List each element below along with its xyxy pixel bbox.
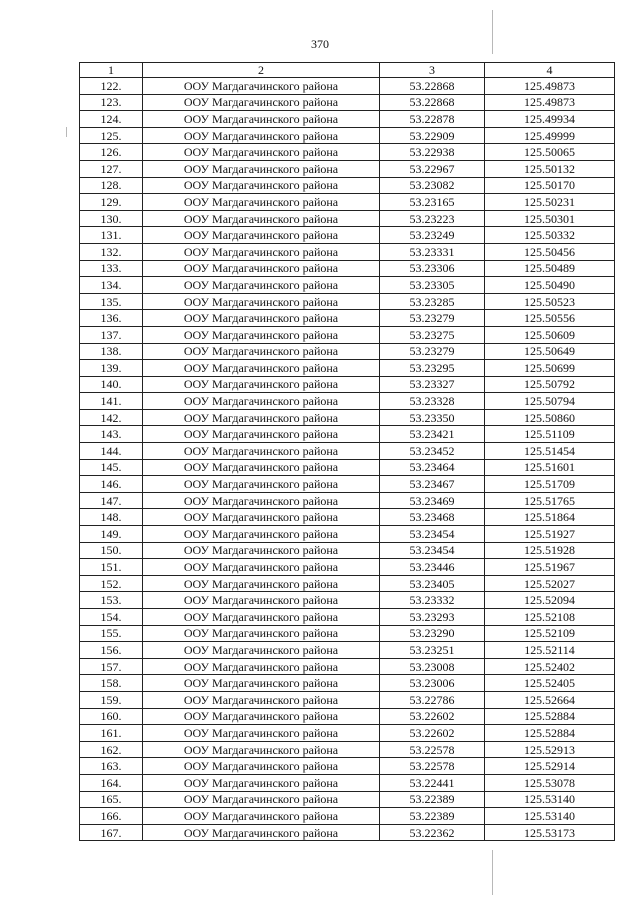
longitude-cell: 125.52109 [485,625,615,642]
table-row [80,194,615,211]
page-number: 370 [311,37,329,51]
table-body [80,78,615,841]
latitude-cell: 53.22602 [380,725,485,742]
table-row [80,94,615,111]
longitude-cell: 125.50699 [485,360,615,377]
longitude-cell: 125.53140 [485,791,615,808]
row-number-cell: 137. [80,326,143,343]
latitude-cell: 53.23446 [380,559,485,576]
latitude-cell: 53.23467 [380,476,485,493]
organization-cell: ООУ Магдагачинского района [143,609,380,626]
row-number-cell: 132. [80,243,143,260]
longitude-cell: 125.51765 [485,492,615,509]
row-number-cell: 162. [80,741,143,758]
row-number-cell: 129. [80,194,143,211]
organization-cell: ООУ Магдагачинского района [143,326,380,343]
organization-cell: ООУ Магдагачинского района [143,177,380,194]
organization-cell: ООУ Магдагачинского района [143,78,380,95]
row-number-cell: 157. [80,658,143,675]
organization-cell: ООУ Магдагачинского района [143,542,380,559]
longitude-cell: 125.50609 [485,326,615,343]
longitude-cell: 125.52027 [485,575,615,592]
table-row [80,443,615,460]
organization-cell: ООУ Магдагачинского района [143,625,380,642]
latitude-cell: 53.22362 [380,824,485,841]
organization-cell: ООУ Магдагачинского района [143,492,380,509]
table-row [80,177,615,194]
row-number-cell: 126. [80,144,143,161]
row-number-cell: 142. [80,409,143,426]
latitude-cell: 53.23306 [380,260,485,277]
organization-cell: ООУ Магдагачинского района [143,824,380,841]
row-number-cell: 152. [80,575,143,592]
longitude-cell: 125.51454 [485,443,615,460]
table-row [80,774,615,791]
row-number-cell: 133. [80,260,143,277]
row-number-cell: 156. [80,642,143,659]
column-header: 2 [143,63,380,78]
latitude-cell: 53.23279 [380,310,485,327]
organization-cell: ООУ Магдагачинского района [143,293,380,310]
latitude-cell: 53.22878 [380,111,485,128]
longitude-cell: 125.53173 [485,824,615,841]
row-number-cell: 123. [80,94,143,111]
table-row [80,492,615,509]
table-row [80,459,615,476]
latitude-cell: 53.23165 [380,194,485,211]
longitude-cell: 125.50456 [485,243,615,260]
longitude-cell: 125.53140 [485,808,615,825]
latitude-cell: 53.23279 [380,343,485,360]
latitude-cell: 53.23305 [380,277,485,294]
organization-cell: ООУ Магдагачинского района [143,127,380,144]
latitude-cell: 53.23350 [380,409,485,426]
table-row [80,526,615,543]
row-number-cell: 150. [80,542,143,559]
table-row [80,409,615,426]
latitude-cell: 53.23006 [380,675,485,692]
row-number-cell: 141. [80,393,143,410]
row-number-cell: 158. [80,675,143,692]
row-number-cell: 136. [80,310,143,327]
organization-cell: ООУ Магдагачинского района [143,725,380,742]
longitude-cell: 125.52914 [485,758,615,775]
latitude-cell: 53.23332 [380,592,485,609]
row-number-cell: 125. [80,127,143,144]
coordinates-table [79,62,615,841]
row-number-cell: 149. [80,526,143,543]
organization-cell: ООУ Магдагачинского района [143,409,380,426]
organization-cell: ООУ Магдагачинского района [143,559,380,576]
longitude-cell: 125.51927 [485,526,615,543]
latitude-cell: 53.22389 [380,808,485,825]
organization-cell: ООУ Магдагачинского района [143,194,380,211]
table-row [80,708,615,725]
latitude-cell: 53.22389 [380,791,485,808]
organization-cell: ООУ Магдагачинского района [143,160,380,177]
table-row [80,691,615,708]
longitude-cell: 125.49999 [485,127,615,144]
table-row [80,326,615,343]
organization-cell: ООУ Магдагачинского района [143,774,380,791]
table-row [80,243,615,260]
latitude-cell: 53.23464 [380,459,485,476]
table-row [80,210,615,227]
latitude-cell: 53.23328 [380,393,485,410]
organization-cell: ООУ Магдагачинского района [143,227,380,244]
longitude-cell: 125.50065 [485,144,615,161]
longitude-cell: 125.50490 [485,277,615,294]
row-number-cell: 131. [80,227,143,244]
row-number-cell: 145. [80,459,143,476]
row-number-cell: 135. [80,293,143,310]
longitude-cell: 125.50132 [485,160,615,177]
latitude-cell: 53.23421 [380,426,485,443]
table-row [80,476,615,493]
longitude-cell: 125.52884 [485,708,615,725]
organization-cell: ООУ Магдагачинского района [143,310,380,327]
longitude-cell: 125.50792 [485,376,615,393]
latitude-cell: 53.22578 [380,741,485,758]
table-row [80,725,615,742]
organization-cell: ООУ Магдагачинского района [143,592,380,609]
organization-cell: ООУ Магдагачинского района [143,277,380,294]
longitude-cell: 125.50301 [485,210,615,227]
row-number-cell: 159. [80,691,143,708]
scan-artifact-line [66,127,67,137]
organization-cell: ООУ Магдагачинского района [143,360,380,377]
row-number-cell: 161. [80,725,143,742]
table-row [80,791,615,808]
latitude-cell: 53.22602 [380,708,485,725]
table-row [80,824,615,841]
organization-cell: ООУ Магдагачинского района [143,426,380,443]
table-row [80,642,615,659]
longitude-cell: 125.52405 [485,675,615,692]
table-row [80,293,615,310]
table-row [80,277,615,294]
row-number-cell: 153. [80,592,143,609]
latitude-cell: 53.22938 [380,144,485,161]
table-row [80,658,615,675]
organization-cell: ООУ Магдагачинского района [143,144,380,161]
row-number-cell: 163. [80,758,143,775]
latitude-cell: 53.23405 [380,575,485,592]
column-header: 1 [80,63,143,78]
table-row [80,260,615,277]
latitude-cell: 53.23295 [380,360,485,377]
longitude-cell: 125.52664 [485,691,615,708]
row-number-cell: 128. [80,177,143,194]
organization-cell: ООУ Магдагачинского района [143,260,380,277]
latitude-cell: 53.23285 [380,293,485,310]
organization-cell: ООУ Магдагачинского района [143,575,380,592]
table-row [80,675,615,692]
table-row [80,542,615,559]
latitude-cell: 53.23249 [380,227,485,244]
organization-cell: ООУ Магдагачинского района [143,393,380,410]
latitude-cell: 53.23251 [380,642,485,659]
table-row [80,343,615,360]
longitude-cell: 125.50649 [485,343,615,360]
organization-cell: ООУ Магдагачинского района [143,476,380,493]
longitude-cell: 125.49934 [485,111,615,128]
organization-cell: ООУ Магдагачинского района [143,642,380,659]
organization-cell: ООУ Магдагачинского района [143,791,380,808]
longitude-cell: 125.52114 [485,642,615,659]
table-row [80,609,615,626]
organization-cell: ООУ Магдагачинского района [143,509,380,526]
row-number-cell: 130. [80,210,143,227]
row-number-cell: 139. [80,360,143,377]
latitude-cell: 53.23082 [380,177,485,194]
organization-cell: ООУ Магдагачинского района [143,443,380,460]
table-row [80,808,615,825]
latitude-cell: 53.23008 [380,658,485,675]
table-row [80,78,615,95]
scan-artifact-line [492,850,493,895]
latitude-cell: 53.23275 [380,326,485,343]
latitude-cell: 53.23469 [380,492,485,509]
longitude-cell: 125.52094 [485,592,615,609]
row-number-cell: 164. [80,774,143,791]
organization-cell: ООУ Магдагачинского района [143,94,380,111]
table-row [80,575,615,592]
row-number-cell: 155. [80,625,143,642]
organization-cell: ООУ Магдагачинского района [143,376,380,393]
latitude-cell: 53.23331 [380,243,485,260]
longitude-cell: 125.52108 [485,609,615,626]
latitude-cell: 53.23293 [380,609,485,626]
organization-cell: ООУ Магдагачинского района [143,758,380,775]
latitude-cell: 53.22578 [380,758,485,775]
organization-cell: ООУ Магдагачинского района [143,691,380,708]
latitude-cell: 53.22868 [380,78,485,95]
table-row [80,741,615,758]
row-number-cell: 167. [80,824,143,841]
table-row [80,227,615,244]
organization-cell: ООУ Магдагачинского района [143,243,380,260]
latitude-cell: 53.23327 [380,376,485,393]
longitude-cell: 125.51967 [485,559,615,576]
organization-cell: ООУ Магдагачинского района [143,210,380,227]
column-header: 3 [380,63,485,78]
longitude-cell: 125.52913 [485,741,615,758]
latitude-cell: 53.23290 [380,625,485,642]
longitude-cell: 125.50860 [485,409,615,426]
table-row [80,758,615,775]
organization-cell: ООУ Магдагачинского района [143,526,380,543]
table-row [80,111,615,128]
organization-cell: ООУ Магдагачинского района [143,343,380,360]
table-row [80,144,615,161]
longitude-cell: 125.50556 [485,310,615,327]
row-number-cell: 151. [80,559,143,576]
longitude-cell: 125.51928 [485,542,615,559]
organization-cell: ООУ Магдагачинского района [143,708,380,725]
row-number-cell: 165. [80,791,143,808]
organization-cell: ООУ Магдагачинского района [143,111,380,128]
longitude-cell: 125.52402 [485,658,615,675]
row-number-cell: 124. [80,111,143,128]
latitude-cell: 53.22868 [380,94,485,111]
latitude-cell: 53.23454 [380,542,485,559]
table-row [80,509,615,526]
longitude-cell: 125.51109 [485,426,615,443]
organization-cell: ООУ Магдагачинского района [143,459,380,476]
longitude-cell: 125.50170 [485,177,615,194]
longitude-cell: 125.51601 [485,459,615,476]
longitude-cell: 125.51709 [485,476,615,493]
row-number-cell: 143. [80,426,143,443]
longitude-cell: 125.49873 [485,94,615,111]
organization-cell: ООУ Магдагачинского района [143,658,380,675]
latitude-cell: 53.23452 [380,443,485,460]
table-row [80,426,615,443]
row-number-cell: 122. [80,78,143,95]
row-number-cell: 140. [80,376,143,393]
organization-cell: ООУ Магдагачинского района [143,675,380,692]
longitude-cell: 125.49873 [485,78,615,95]
latitude-cell: 53.23468 [380,509,485,526]
table-row [80,592,615,609]
longitude-cell: 125.51864 [485,509,615,526]
row-number-cell: 160. [80,708,143,725]
longitude-cell: 125.50489 [485,260,615,277]
longitude-cell: 125.53078 [485,774,615,791]
longitude-cell: 125.50332 [485,227,615,244]
scan-artifact-line [492,10,493,54]
table-row [80,160,615,177]
table-header-row [80,63,615,78]
table-row [80,310,615,327]
row-number-cell: 127. [80,160,143,177]
table-row [80,393,615,410]
latitude-cell: 53.23454 [380,526,485,543]
row-number-cell: 147. [80,492,143,509]
longitude-cell: 125.52884 [485,725,615,742]
latitude-cell: 53.22909 [380,127,485,144]
column-header: 4 [485,63,615,78]
row-number-cell: 144. [80,443,143,460]
table-row [80,376,615,393]
latitude-cell: 53.22967 [380,160,485,177]
row-number-cell: 146. [80,476,143,493]
table-row [80,625,615,642]
table-row [80,360,615,377]
longitude-cell: 125.50231 [485,194,615,211]
table-row [80,127,615,144]
longitude-cell: 125.50523 [485,293,615,310]
latitude-cell: 53.23223 [380,210,485,227]
organization-cell: ООУ Магдагачинского района [143,741,380,758]
longitude-cell: 125.50794 [485,393,615,410]
row-number-cell: 148. [80,509,143,526]
latitude-cell: 53.22441 [380,774,485,791]
row-number-cell: 138. [80,343,143,360]
row-number-cell: 166. [80,808,143,825]
organization-cell: ООУ Магдагачинского района [143,808,380,825]
table-row [80,559,615,576]
row-number-cell: 154. [80,609,143,626]
row-number-cell: 134. [80,277,143,294]
latitude-cell: 53.22786 [380,691,485,708]
